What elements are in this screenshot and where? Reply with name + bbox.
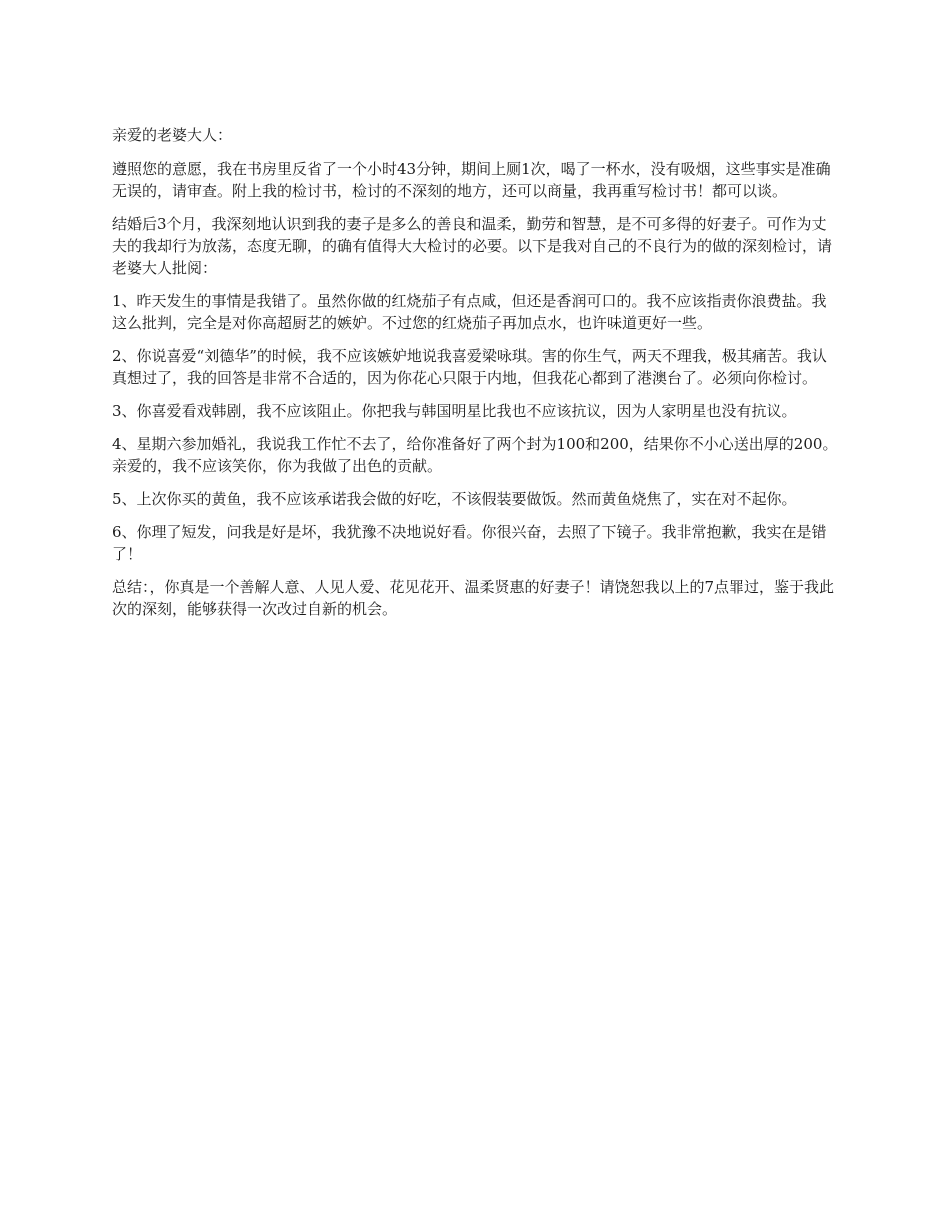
paragraph-item-3: 3、你喜爱看戏韩剧，我不应该阻止。你把我与韩国明星比我也不应该抗议，因为人家明星也没有抗议。	[112, 402, 797, 420]
paragraph-item-2: 2、你说喜爱“刘德华”的时候，我不应该嫉妒地说我喜爱梁咏琪。害的你生气，两天不理我，极其痛苦。我认真想过了，我的回答是非常不合适的，因为你花心只限于内地，但我花心都到了港澳台了。必须向你检讨。	[112, 347, 827, 387]
paragraph-item-6: 6、你理了短发，问我是好是坏，我犹豫不决地说好看。你很兴奋，去照了下镜子。我非常抱歉，我实在是错了！	[112, 523, 827, 563]
document-page	[112, 124, 838, 631]
paragraph-reflection: 结婚后3个月，我深刻地认识到我的妻子是多么的善良和温柔，勤劳和智慧，是不可多得的好妻子。可作为丈夫的我却行为放荡，态度无聊，的确有值得大大检讨的必要。以下是我对自己的不良行为的做的深刻检讨，请老婆大人批阅：	[112, 215, 833, 277]
paragraph-item-1: 1、昨天发生的事情是我错了。虽然你做的红烧茄子有点咸，但还是香润可口的。我不应该指责你浪费盐。我这么批判，完全是对你高超厨艺的嫉妒。不过您的红烧茄子再加点水，也许味道更好一些。	[112, 292, 827, 332]
paragraph-intro: 遵照您的意愿，我在书房里反省了一个小时43分钟，期间上厕1次，喝了一杯水，没有吸烟，这些事实是准确无误的，请审查。附上我的检讨书，检讨的不深刻的地方，还可以商量，我再重写检讨书！都可以谈。	[112, 160, 831, 200]
letter-salutation: 亲爱的老婆大人：	[112, 126, 233, 144]
paragraph-summary: 总结：，你真是一个善解人意、人见人爱、花见花开、温柔贤惠的好妻子！请饶恕我以上的7点罪过，鉴于我此次的深刻，能够获得一次改过自新的机会。	[112, 578, 835, 618]
paragraph-item-5: 5、上次你买的黄鱼，我不应该承诺我会做的好吃，不该假装要做饭。然而黄鱼烧焦了，实在对不起你。	[112, 490, 797, 508]
paragraph-item-4: 4、星期六参加婚礼，我说我工作忙不去了，给你准备好了两个封为100和200，结果你不小心送出厚的200。亲爱的，我不应该笑你，你为我做了出色的贡献。	[112, 435, 838, 475]
